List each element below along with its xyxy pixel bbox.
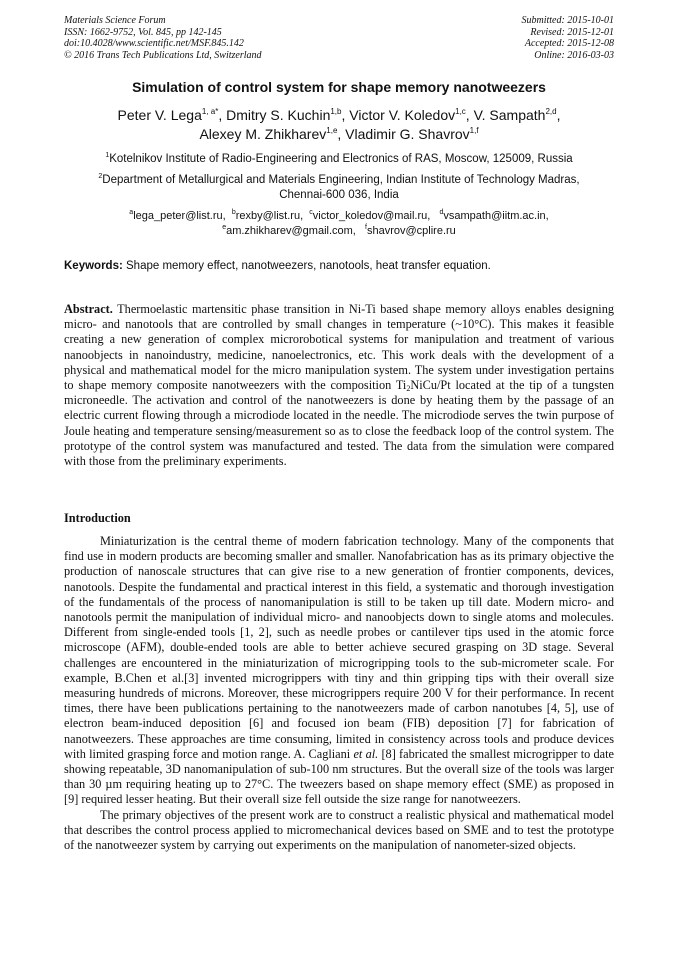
journal-doi: doi:10.4028/www.scientific.net/MSF.845.142	[64, 38, 244, 50]
abstract	[64, 302, 614, 469]
abstract-text: Thermoelastic martensitic phase transition in Ni-Ti based shape memory alloys enables designing micro- and nanotools that are controlled by small changes in temperature (~10°C). This makes it feasible creating a new generation of complex microrobotical systems for manipulation and treatment of various nanoobjects in nanoindustry, medicine, nanoelectronics, etc. This work deals with the development of a physical and mathematical model for the micro manipulation system. The system under investigation pertains to shape memory composite nanotweezers with the composition Ti	[64, 302, 614, 393]
paragraph-text: Miniaturization is the central theme of modern fabrication technology. Many of the components that find use in modern products are becoming smaller and smaller. Nanofabrication has as its primary objective the production of nanoscale structures that can give rise to a new generation of frontier components, devices, nanotools. Despite the fundamental and practical interest in this field, a systematic and thorough investigation of the fundamentals of the process of nanomanipulation is still to be taken up till date. Modern micro- and nanotools permit the manipulation of individual micro- and nanoobjects down to single atoms and molecules. Different from single-ended tools [1, 2], such as needle probes or cantilever tips used in the atomic force microscope (AFM), double-ended tools are able to better achieve secured grasping on 3D stage. Several challenges are encountered in the miniaturization of microgripping tools to the sub-micrometer scale. For example, B.Chen et al.[3] invented microgrippers with tiny and thin gripping tips with their overall size measuring hundreds of microns. Moreover, these microgrippers require 200 V for their performance. In recent times, there have been publications pertaining to the nanotweezers made of carbon nanotubes [4, 5], use of electron beam-induced deposition [6] and focused ion beam (FIB) deposition [7] for fabrication of nanotweezers. These approaches are time consuming, limited in consistency across tools and produce devices with limited grasping force and motion range. A. Cagliani	[64, 534, 614, 761]
email-sup: f	[365, 223, 367, 231]
affiliation-sup: 2	[98, 173, 103, 180]
date-accepted: Accepted: 2015-12-08	[524, 38, 614, 50]
email-sup: e	[222, 223, 227, 231]
journal-name: Materials Science Forum	[64, 15, 166, 26]
author-name: Vladimir G. Shavrov	[345, 126, 470, 142]
email-link[interactable]: rexby@list.ru,	[235, 210, 304, 222]
author-sup: 1,b	[330, 107, 342, 116]
section-heading-introduction: Introduction	[64, 511, 131, 525]
journal-copyright: © 2016 Trans Tech Publications Ltd, Switzerland	[64, 49, 262, 61]
email-link[interactable]: lega_peter@list.ru,	[133, 210, 226, 222]
author-list: Peter V. Lega$^{1, a*}$, Dmitry S. Kuchin$^{1,b}$, Victor V. Koledov$^{1,c}$, V. Sampath$^{2,d}$, Alexey M. Zhikharev$^{1,e}$, Vladimir G. Shavrov$^{1,f}$	[117, 107, 561, 142]
author-name: Victor V. Koledov	[349, 107, 456, 123]
author-sup: 1, a*	[201, 107, 219, 116]
email-link[interactable]: shavrov@cplire.ru	[366, 224, 456, 237]
author-name: V. Sampath	[473, 107, 546, 123]
author-name: Alexey M. Zhikharev	[199, 126, 327, 142]
email-sup: b	[231, 209, 236, 216]
email-link[interactable]: am.zhikharev@gmail.com,	[226, 224, 356, 237]
paper-title: Simulation of control system for shape memory nanotweezers	[132, 79, 546, 95]
email-sup: c	[309, 209, 313, 216]
email-link[interactable]: victor_koledov@mail.ru,	[312, 210, 431, 222]
date-revised: Revised: 2015-12-01	[530, 26, 614, 38]
abstract-label: Abstract.	[64, 302, 113, 316]
date-online: Online: 2016-03-03	[534, 49, 614, 61]
introduction-body	[64, 534, 614, 853]
affiliation-1	[60, 152, 618, 167]
paragraph-emphasis: et al.	[353, 746, 379, 761]
abstract-text: NiCu/Pt located at the tip of a tungsten microneedle. The activation and control of the nanotweezers is done by heating them by the passage of an electric current flowing through a microdiode located in the needle. The microdiode serves the twin purpose of Joule heating and temperature sensing/measurement so as to close the feedback loop of the control system. The prototype of the control system was manufactured and tested. The data from the simulation were compared with those from the preliminary experiments.	[64, 378, 614, 469]
paragraph	[64, 534, 614, 808]
email-sup: d	[439, 209, 444, 216]
journal-issn: ISSN: 1662-9752, Vol. 845, pp 142-145	[64, 26, 222, 38]
affiliation-text: Kotelnikov Institute of Radio-Engineering and Electronics of RAS, Moscow, 125009, Russia	[109, 153, 573, 165]
journal-header-left	[64, 15, 262, 61]
journal-header-right	[522, 15, 615, 61]
paragraph-text: [8] fabricated the smallest microgripper to date showing repeatable, 3D nanomanipulation of sub-100 nm structures. But the overall size of the tools was larger than 30 µm requiring heating up to 27°C. The tweezers based on shape memory effect (SME) as proposed in [9] required lesser heating. But their overall size fell outside the size range for nanotweezers.	[64, 746, 614, 807]
email-sup: a	[129, 209, 134, 216]
keywords-text: Shape memory effect, nanotweezers, nanotools, heat transfer equation.	[126, 260, 491, 272]
affiliation-text: Chennai-600 036, India	[279, 189, 399, 201]
affiliation-sup: 1	[105, 152, 110, 159]
keywords-label: Keywords:	[64, 260, 123, 272]
author-name: Dmitry S. Kuchin	[226, 107, 331, 123]
date-submitted: Submitted: 2015-10-01	[521, 15, 614, 26]
author-sup: 1,c	[455, 107, 466, 116]
author-name: Peter V. Lega	[117, 107, 202, 123]
email-list	[60, 209, 618, 238]
affiliation-2	[60, 173, 618, 203]
keywords	[64, 259, 614, 273]
author-sup: 2,d	[545, 107, 557, 116]
affiliation-text: Department of Metallurgical and Materials Engineering, Indian Institute of Technology Madras,	[102, 174, 580, 186]
paragraph: The primary objectives of the present work are to construct a realistic physical and mathematical model that describes the control process applied to micromechanical devices based on SME and to test the prototype of the nanotweezer system by carrying out experiments on the manipulation of nanometer-sized objects.	[64, 807, 614, 853]
author-sup: 1,e	[326, 126, 338, 135]
author-sup: 1,f	[469, 126, 479, 135]
abstract-subscript: 2	[406, 384, 411, 394]
email-link[interactable]: vsampath@iitm.ac.in,	[443, 210, 549, 222]
